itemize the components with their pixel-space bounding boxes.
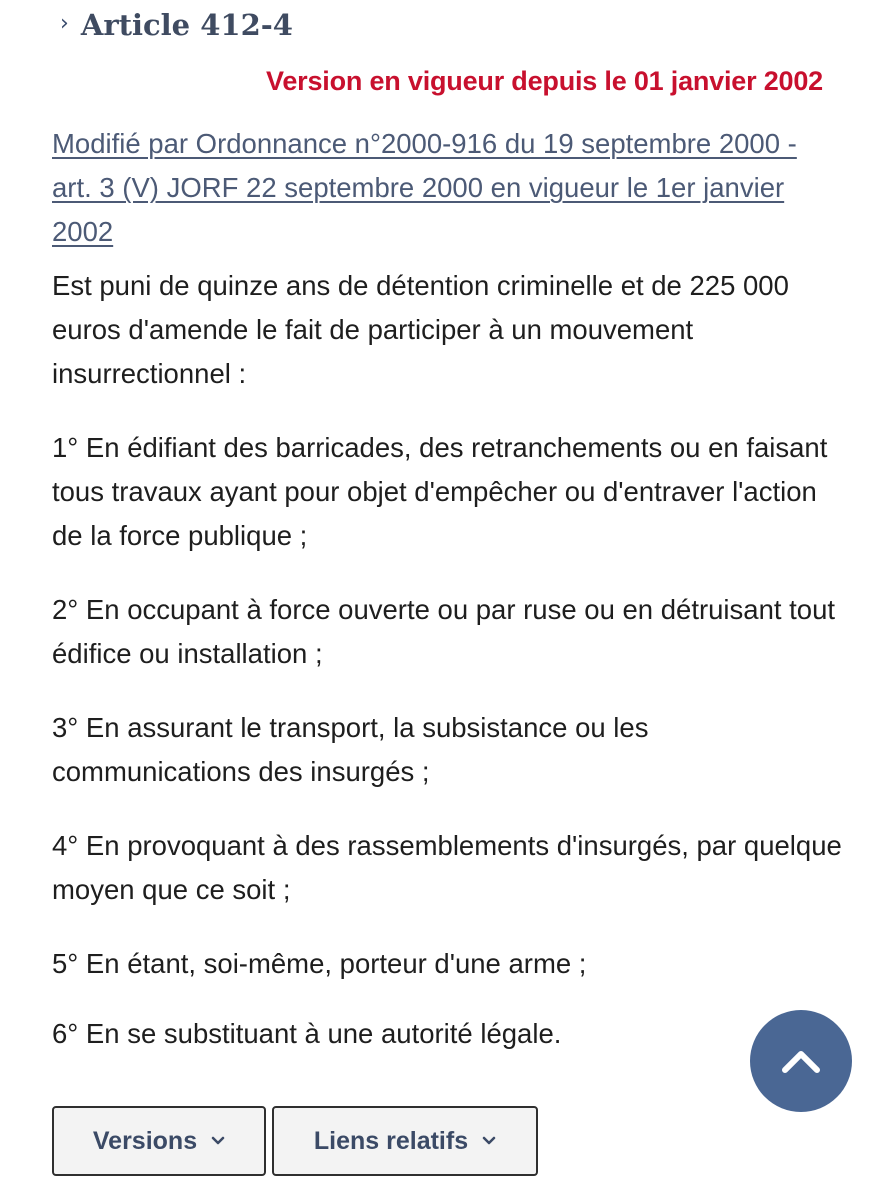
article-intro: Est puni de quinze ans de détention criminelle et de 225 000 euros d'amende le fait de participer à un mouvement insurrectionnel : bbox=[52, 270, 789, 389]
article-item-5: 5° En étant, soi-même, porteur d'une arme ; bbox=[52, 948, 587, 979]
scroll-to-top-button[interactable] bbox=[750, 1010, 852, 1112]
article-header[interactable] bbox=[60, 8, 293, 42]
chevron-down-icon bbox=[482, 1136, 496, 1146]
article-body bbox=[52, 264, 842, 1086]
article-item-3: 3° En assurant le transport, la subsistance ou les communications des insurgés ; bbox=[52, 712, 649, 787]
liens-relatifs-button-label: Liens relatifs bbox=[313, 1126, 469, 1155]
chevron-up-icon bbox=[781, 1048, 821, 1074]
chevron-right-icon: › bbox=[60, 10, 69, 36]
article-item-1: 1° En édifiant des barricades, des retranchements ou en faisant tous travaux ayant pour objet d'empêcher ou d'entraver l'action de la force publique ; bbox=[52, 432, 828, 551]
article-item-6: 6° En se substituant à une autorité légale. bbox=[52, 1018, 562, 1049]
modification-link[interactable]: Modifié par Ordonnance n°2000-916 du 19 septembre 2000 - art. 3 (V) JORF 22 septembre 2000 en vigueur le 1er janvier 2002 bbox=[52, 128, 797, 247]
version-status: Version en vigueur depuis le 01 janvier 2002 bbox=[266, 66, 823, 96]
chevron-down-icon bbox=[211, 1136, 225, 1146]
liens-relatifs-button[interactable] bbox=[272, 1106, 538, 1176]
article-item-2: 2° En occupant à force ouverte ou par ruse ou en détruisant tout édifice ou installation ; bbox=[52, 594, 836, 669]
versions-button[interactable] bbox=[52, 1106, 266, 1176]
article-item-4: 4° En provoquant à des rassemblements d'insurgés, par quelque moyen que ce soit ; bbox=[52, 830, 842, 905]
article-title: Article 412-4 bbox=[80, 8, 293, 42]
versions-button-label: Versions bbox=[92, 1126, 198, 1155]
